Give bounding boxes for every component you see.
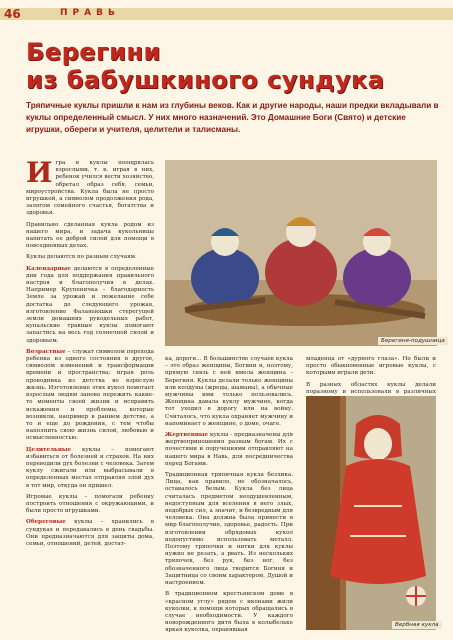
paragraph-text: куклы – помогают избавиться от болезней и страхов. На них переводили дух болезни с человека. Затем куклу сжигали или выбрасывали в определенных местах отправляя злой дух в тот мир, откуда он пришел. — [26, 446, 154, 489]
paragraph — [26, 447, 154, 490]
paragraph: Правильно сделанная кукла родом из нашего мира, и задача кукольницы напитать ее доброй силой для помощи в повседневных делах. — [26, 221, 154, 250]
paragraph — [26, 156, 154, 218]
page-number: 46 — [4, 7, 21, 21]
paragraph: В разных областях куклы делали поразному и использовали в различных — [306, 381, 436, 395]
title-line-1: Берегини — [26, 38, 161, 66]
term-highlight: Жертвенные — [165, 432, 209, 439]
paragraph-text: делаются в определенные дни года для поддержания правильного настроя и благополучия в делах. Например Крупеничка – благодарность Земле за урожай и пожелание себе достатка до следующего урожая, изготовление Фаланьюшки стерегущей земли домашних рукодельных работ, купальские травные куклы помогают запастись на весь год солнечной силой и здоровьем. — [26, 265, 154, 344]
paragraph: Куклы делаются по разным случаям. — [26, 254, 137, 261]
photo-caption: Берегиня-подушница — [378, 337, 448, 345]
term-highlight: Целительные — [26, 446, 72, 453]
paragraph: ка, дороги... В большинстве случаев кукла – это образ женщины, Богини и, поэтому, прямую связь с ней имела женщина – Берегиня. Куклы делали только женщины или колдуны (жрецы, шаманы), а обычные мужчины ими только пользовались. Женщина давала куклу мужчине, когда тот уходил в дорогу или на войну. Считалось, что кукла охраняет мужчину и напоминает о женщине, о доме, очаге. — [165, 356, 293, 427]
paragraph — [26, 349, 154, 443]
photo-caption: Вербная кукла — [392, 621, 442, 629]
dolls-illustration — [165, 160, 437, 346]
photo-willow-doll — [306, 396, 436, 630]
term-highlight: Календарные — [26, 265, 71, 272]
paragraph: Традиционная тряпичная кукла безлика. Лица, как правило, не обозначалось, оставалось белым. Кукла без лица считалась предметом неодушевленным, недоступным для вселения в него злых, недобрых сил, а значит, и безвредным для человека. Она должна была принести в мир благополучие, здоровье, радость. При изготовлении обрядовых кукол недопустимо использовать металл. Поэтому тряпочки и нитки для куклы нужно не резать, а рвать. Из нескольких тряпочек, без рук, без ног, без обозначенного лица творится Богиня и Защитница со своим характером, Душой и настроением. — [165, 472, 293, 587]
paragraph-text: куклы - предназначены для жертвоприношения разным богам. Их с почестями и поручениями отправляют на нашего мира в Навь, для посредничества перед Богами. — [165, 432, 293, 467]
lead-paragraph: Тряпичные куклы пришли к нам из глубины веков. Как и другие народы, наши предки вкладывали в куклы определенный смысл. У них много назначений. Это Домашние Боги (Свято) и детские игрушки, обереги и учителя, целители и талисманы. — [26, 101, 439, 134]
paragraph-text: – служат символом перехода ребенка из одного состояния в другое, символом изменений и трансформации времени и пространства; играя роль проводника из детства во взрослую жизнь. Изготовление этих кукол помогает взрослым людям заново пережить какие-то моменты своей жизни и исправить искажения и проблемы, которые возникли, например в раннем детстве, а то и еще до рождения, с тем чтобы наполнить свою жизнь силой, любовью и осмысленностью. — [26, 348, 154, 442]
section-label: ПРАВЬ — [60, 8, 120, 18]
column-2 — [165, 356, 293, 639]
paragraph: младенца от «дурного глаза». Но были и просто обыкновенные игровые куклы, с которыми играли дети. — [306, 356, 436, 377]
term-highlight: Обереговые — [26, 519, 66, 526]
paragraph: Игровые куклы – помогали ребенку построить отношения с окружающими, и были просто игрушками. — [26, 493, 154, 515]
drop-cap: И — [26, 156, 53, 189]
title-line-2: из бабушкиного сундука — [26, 66, 385, 94]
paragraph — [26, 266, 154, 345]
paragraph-text: гра в куклы поощрялась взрослыми, т. к. играя в них, ребенок учился вести хозяйство, обретал образ себя, семьи, мироустройства. Кукла была не просто игрушкой, а символом продолжения рода, залогом семейного счастья, богатства и здоровья. — [26, 160, 154, 217]
paragraph-text: куклы – хранились в сундуках и передавались в день свадьбы. Они предназначаются для защиты дома, семьи, отношений, детей, достат- — [26, 519, 154, 547]
column-1 — [26, 156, 154, 552]
photo-dolls-on-spoons — [165, 160, 437, 346]
term-highlight: Возрастные — [26, 348, 66, 355]
willow-doll-illustration — [306, 396, 436, 630]
paragraph: В традиционном крестьянском доме в «красном углу» рядом с иконами жили куколки, к помощи которых обращались в случае необходимости. У каждого новорожденного дитя была в колыбельке яркая куколка, охранявшая — [165, 591, 293, 634]
paragraph — [26, 519, 154, 548]
paragraph — [165, 432, 293, 468]
